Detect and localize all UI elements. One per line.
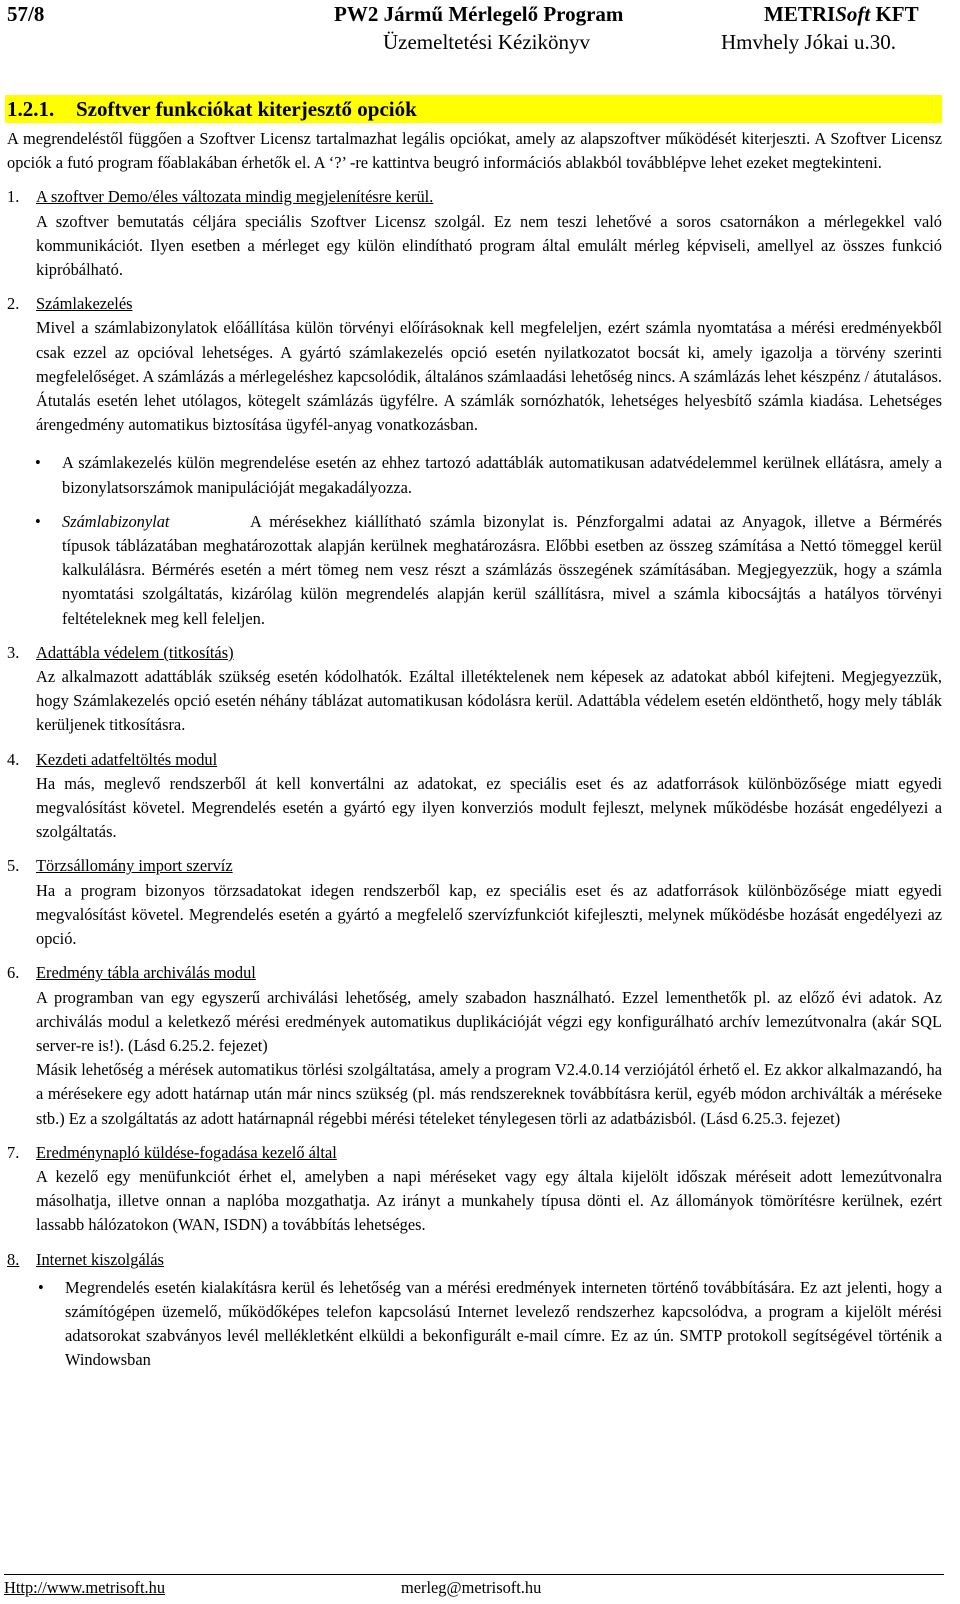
- option-item-8: [7, 1248, 942, 1373]
- option-item-2: [7, 292, 942, 437]
- section-title: Szoftver funkciókat kiterjesztő opciók: [76, 97, 417, 121]
- item-number: 4.: [7, 749, 20, 769]
- manual-title: Üzemeltetési Kézikönyv: [383, 30, 591, 54]
- section-number: 1.2.1.: [7, 97, 55, 121]
- document-body: [7, 127, 942, 1373]
- item-body: Ha a program bizonyos törzsadatokat idegen rendszerből kap, ez speciális eset és az adatforrások különbözősége miatt egyedi megvalósítást követel. Megrendelés esetén a gyártó a megfelelő szervízfunkciót kifejleszti, melynek működésbe hozását engedélyezi az opció.: [36, 880, 942, 949]
- item-title: Adattábla védelem (titkosítás): [36, 642, 234, 662]
- item-title: Kezdeti adatfeltöltés modul: [36, 749, 218, 769]
- item-title: A szoftver Demo/éles változata mindig megjelenítésre kerül.: [36, 187, 434, 207]
- option-item-7: [7, 1141, 942, 1238]
- item-body: Mivel a számlabizonylatok előállítása külön törvényi előírásoknak kell megfeleljen, ezért számla nyomtatása a mérési eredményekből csak ezzel az opcióval lehetséges. A gyártó számlakezelés opció esetén nyilatkozatot bocsát ki, amely igazolja a törvény szerinti megfelelőséget. A számlázás a mérlegeléshez kapcsolódik, általános számlaadási lehetőség nincs. A számlázás lehet készpénz / átutalásos. Átutalás esetén lehet utólagos, kötegelt számlázás ügyfélre. A számlák sornózhatók, lehetséges helyesbítő számla kiadása. Lehetséges árengedmény automatikus biztosítása ügyfél-anyag vonatkozásban.: [36, 318, 942, 435]
- item-body: Ha más, meglevő rendszerből át kell konvertálni az adatokat, ez speciális eset és az adatforrások különbözősége miatt egyedi megvalósítást követel. Megrendelés esetén a gyártó egy ilyen konverziós modult fejleszt, melynek működésbe hozását engedélyezi a szolgáltatás.: [36, 773, 942, 842]
- item-body: Az alkalmazott adattáblák szükség esetén kódolhatók. Ezáltal illetéktelenek nem képesek az adatokat abból kifejteni. Megjegyezzük, hogy Számlakezelés opció esetén néhány táblázat automatikusan kódolásra kerül. Adattábla védelem esetén eldönthető, hogy mely táblák kerüljenek titkosításra.: [36, 667, 942, 735]
- intro-paragraph: A megrendeléstől függően a Szoftver Licensz tartalmazhat legális opciókat, amely az alapszoftver működését kiterjeszti. A Szoftver Licensz opciók a futó program főablakában érhetők el. A ‘?’ -re kattintva beugró információs ablakból továbblépve lehet ezeket megtekinteni.: [7, 129, 942, 173]
- page-footer: [0, 1574, 960, 1604]
- page-header: [0, 0, 960, 62]
- bullet-item: [7, 451, 942, 499]
- bullet-icon: •: [35, 453, 41, 473]
- footer-divider: [4, 1574, 944, 1575]
- program-title: PW2 Jármű Mérlegelő Program: [334, 2, 624, 26]
- item-body: A programban van egy egyszerű archiválási lehetőség, amely szabadon használható. Ezzel lementhetők pl. az előző évi adatok. Az archiválás modul a keletkező mérési eredmények automatikus duplikációját végzi egy konfigurálható archív lemezútvonalra (akár SQL server-re is!). (Lásd 6.25.2. fejezet): [36, 987, 942, 1055]
- page-number: 57/8: [7, 2, 45, 26]
- company-address: Hmvhely Jókai u.30.: [721, 30, 896, 54]
- item-number: 7.: [7, 1142, 20, 1162]
- item-body: A kezelő egy menüfunkciót érhet el, amelyben a napi méréseket vagy egy általa kijelölt időszak méréseit adott lemezútvonalra másolhatja, illetve onnan a naplóba mozgathatja. Az irányt a munkahely típusa dönti el. Az állományok tömörítésre kerülnek, ezért lassabb hálózatokon (WAN, ISDN) a továbbítás lehetséges.: [36, 1166, 942, 1235]
- section-heading: [5, 95, 942, 123]
- bullet-text: A számlakezelés külön megrendelése esetén az ehhez tartozó adattáblák automatikusan adatvédelemmel kerülnek ellátásra, amely a bizonylatsorszámok manipulációját megakadályozza.: [62, 453, 942, 497]
- item-number: 2.: [7, 294, 20, 314]
- company-name: METRISoft KFT: [764, 2, 919, 26]
- item-number: 6.: [7, 963, 20, 983]
- item-number: 1.: [7, 187, 20, 207]
- item-number: 3.: [7, 642, 20, 662]
- item-body-continued: Másik lehetőség a mérések automatikus törlési szolgáltatása, amely a program V2.4.0.14 verziójától érhető el. Ez akkor alkalmazandó, ha a mérésekere egy adott határnap után már nincs szükség (pl. más rendszereknek továbbításra kerül, egyéb módon archiválták a méréseke stb.) Ez a szolgáltatás az adott határnapnál régebbi mérési tételeket ténylegesen törli az adatbázisból. (Lásd 6.25.3. fejezet): [36, 1060, 942, 1128]
- item-title: Eredmény tábla archiválás modul: [36, 963, 256, 983]
- website-link[interactable]: Http://www.metrisoft.hu: [4, 1578, 166, 1597]
- bullet-text: A mérésekhez kiállítható számla bizonylat is. Pénzforgalmi adatai az Anyagok, illetve a Bérmérés típusok táblázatában meghatározottak alapján kerülnek meghatározásra. Előbbi esetben az összeg számítása a Nettó tömeggel kerül kalkulálásra. Bérmérés esetén a mért tömeg nem vesz részt a számlázás összegének számításában. Megjegyezzük, hogy a számla nyomtatási szolgáltatás, kizárólag külön megrendelés alapján kerül szállításra, mivel a számla kibocsájtás a hatályos törvényi feltételeknek meg kell feleljen.: [62, 511, 942, 628]
- option-item-3: [7, 641, 942, 738]
- bullet-item: [7, 510, 942, 631]
- option-item-1: [7, 185, 942, 282]
- option-item-5: [7, 854, 942, 951]
- item-title: Eredménynapló küldése-fogadása kezelő által: [36, 1142, 337, 1162]
- option-item-6: [7, 961, 942, 1130]
- item-title: Törzsállomány import szervíz: [36, 856, 233, 876]
- bullet-icon: •: [35, 511, 41, 531]
- item-title: Internet kiszolgálás: [36, 1249, 164, 1269]
- item-number: 5.: [7, 856, 20, 876]
- contact-email[interactable]: merleg@metrisoft.hu: [401, 1578, 542, 1597]
- bullet-key: Számlabizonylat: [62, 511, 170, 531]
- bullet-icon: •: [38, 1277, 44, 1297]
- item-number: 8.: [7, 1249, 20, 1269]
- bullet-text: Megrendelés esetén kialakításra kerül és lehetőség van a mérési eredmények interneten történő továbbítására. Ez azt jelenti, hogy a számítógépen üzemelő, működőképes telefon kapcsolású Internet levelező rendszerhez kapcsolódva, a program a kijelölt mérési adatsorokat szabványos levél mellékletként elküldi a bekonfigurált e-mail címre. Ez az ún. SMTP protokoll segítségével történik a Windowsban: [65, 1277, 942, 1370]
- item-body: A szoftver bemutatás céljára speciális Szoftver Licensz szolgál. Ez nem teszi lehetővé a soros csatornákon a mérlegekkel való kommunikációt. Ilyen esetben a mérleget egy külön elindítható program által emulált mérleg képviseli, amellyel az összes funkció kipróbálható.: [36, 211, 942, 280]
- option-item-4: [7, 748, 942, 845]
- item-title: Számlakezelés: [36, 294, 133, 314]
- bullet-item: [36, 1276, 942, 1373]
